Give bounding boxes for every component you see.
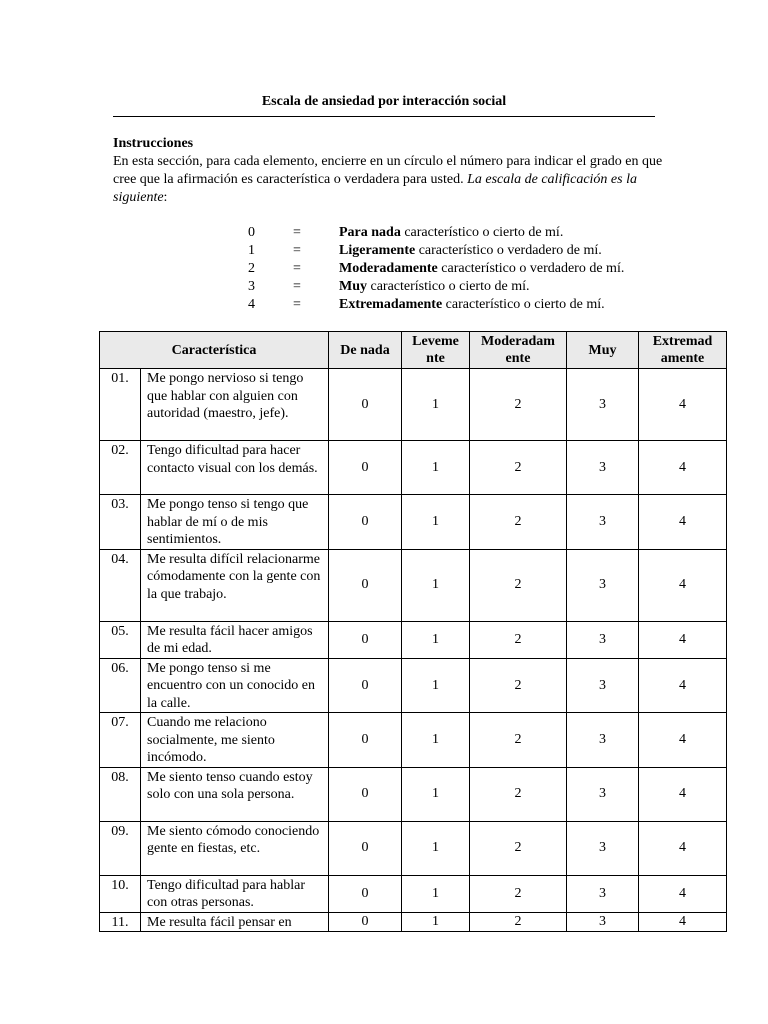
rating-option-3[interactable]: 3 (567, 621, 639, 658)
scale-equals: = (293, 279, 301, 294)
item-text: Me siento tenso cuando estoy solo con una sola persona. (141, 767, 329, 821)
rating-option-0[interactable]: 0 (329, 441, 402, 495)
scale-equals: = (293, 243, 301, 258)
rating-option-3[interactable]: 3 (567, 912, 639, 932)
item-text: Me resulta fácil hacer amigos de mi edad. (141, 621, 329, 658)
rating-option-2[interactable]: 2 (470, 621, 567, 658)
rating-option-1[interactable]: 1 (402, 821, 470, 875)
table-row (100, 713, 727, 768)
instructions-block (113, 135, 673, 207)
rating-option-3[interactable]: 3 (567, 713, 639, 768)
item-text: Me pongo tenso si me encuentro con un conocido en la calle. (141, 658, 329, 713)
rating-option-3[interactable]: 3 (567, 441, 639, 495)
header-levemente (402, 332, 470, 369)
item-number: 08. (100, 767, 141, 821)
item-number: 07. (100, 713, 141, 768)
rating-option-4[interactable]: 4 (639, 621, 727, 658)
rating-option-2[interactable]: 2 (470, 658, 567, 713)
rating-option-1[interactable]: 1 (402, 441, 470, 495)
header-levemente-line1: Leveme (412, 334, 459, 349)
rating-option-0[interactable]: 0 (329, 821, 402, 875)
rating-option-4[interactable]: 4 (639, 821, 727, 875)
scale-label-rest: característico o cierto de mí. (367, 279, 530, 294)
item-text: Me siento cómodo conociendo gente en fiestas, etc. (141, 821, 329, 875)
scale-number: 3 (248, 279, 255, 294)
table-row (100, 495, 727, 550)
scale-label: Ligeramente (339, 243, 416, 258)
table-row (100, 549, 727, 621)
header-extremadamente-line1: Extremad (652, 334, 713, 349)
scale-number: 1 (248, 243, 255, 258)
header-extremadamente (639, 332, 727, 369)
scale-label-rest: característico o verdadero de mí. (415, 243, 602, 258)
rating-option-4[interactable]: 4 (639, 767, 727, 821)
rating-option-4[interactable]: 4 (639, 369, 727, 441)
item-number: 10. (100, 875, 141, 912)
scale-label: Extremadamente (339, 297, 443, 312)
scale-label-rest: característico o cierto de mí. (400, 225, 564, 240)
rating-option-2[interactable]: 2 (470, 441, 567, 495)
header-extremadamente-line2: amente (660, 351, 705, 366)
rating-option-3[interactable]: 3 (567, 658, 639, 713)
table-row (100, 767, 727, 821)
title-divider (113, 116, 655, 117)
rating-option-3[interactable]: 3 (567, 495, 639, 550)
rating-option-0[interactable]: 0 (329, 658, 402, 713)
rating-option-3[interactable]: 3 (567, 821, 639, 875)
scale-number: 0 (248, 225, 255, 240)
item-text: Tengo dificultad para hacer contacto visual con los demás. (141, 441, 329, 495)
table-row (100, 621, 727, 658)
rating-option-1[interactable]: 1 (402, 767, 470, 821)
rating-option-4[interactable]: 4 (639, 549, 727, 621)
header-muy: Muy (567, 332, 639, 369)
rating-option-0[interactable]: 0 (329, 875, 402, 912)
item-number: 06. (100, 658, 141, 713)
rating-option-3[interactable]: 3 (567, 875, 639, 912)
rating-option-1[interactable]: 1 (402, 658, 470, 713)
rating-option-2[interactable]: 2 (470, 875, 567, 912)
header-characteristic: Característica (100, 332, 329, 369)
rating-option-2[interactable]: 2 (470, 821, 567, 875)
rating-option-3[interactable]: 3 (567, 767, 639, 821)
rating-option-4[interactable]: 4 (639, 441, 727, 495)
rating-option-4[interactable]: 4 (639, 912, 727, 932)
scale-label: Para nada (339, 225, 401, 240)
table-row (100, 441, 727, 495)
scale-description (339, 242, 602, 260)
rating-option-4[interactable]: 4 (639, 713, 727, 768)
rating-option-0[interactable]: 0 (329, 767, 402, 821)
rating-option-1[interactable]: 1 (402, 621, 470, 658)
rating-option-2[interactable]: 2 (470, 495, 567, 550)
table-header-row (100, 332, 727, 369)
rating-option-0[interactable]: 0 (329, 369, 402, 441)
rating-option-1[interactable]: 1 (402, 495, 470, 550)
rating-option-0[interactable]: 0 (329, 495, 402, 550)
rating-option-1[interactable]: 1 (402, 713, 470, 768)
scale-label-rest: característico o cierto de mí. (442, 297, 605, 312)
document-title: Escala de ansiedad por interacción social (261, 94, 507, 109)
rating-option-0[interactable]: 0 (329, 621, 402, 658)
rating-option-0[interactable]: 0 (329, 912, 402, 932)
rating-option-1[interactable]: 1 (402, 912, 470, 932)
instructions-end-punct: : (163, 190, 168, 205)
item-number: 02. (100, 441, 141, 495)
item-text: Me pongo nervioso si tengo que hablar con alguien con autoridad (maestro, jefe). (141, 369, 329, 441)
item-number: 03. (100, 495, 141, 550)
scale-description (339, 296, 605, 314)
table-row (100, 875, 727, 912)
scale-number: 2 (248, 261, 255, 276)
scale-label: Moderadamente (339, 261, 438, 276)
scale-label: Muy (339, 279, 367, 294)
rating-option-1[interactable]: 1 (402, 875, 470, 912)
item-text: Me resulta fácil pensar en (141, 912, 329, 932)
scale-number: 4 (248, 297, 255, 312)
instructions-text (113, 153, 673, 207)
item-number: 11. (100, 912, 141, 932)
scale-description (339, 224, 563, 242)
header-de-nada: De nada (329, 332, 402, 369)
item-text: Cuando me relaciono socialmente, me siento incómodo. (141, 713, 329, 768)
rating-option-0[interactable]: 0 (329, 549, 402, 621)
instructions-plain-text: En esta sección, para cada elemento, encierre en un círculo el número para indicar el grado en que cree que la afirmación es característica o verdadera para usted. (113, 154, 663, 187)
rating-option-0[interactable]: 0 (329, 713, 402, 768)
rating-option-2[interactable]: 2 (470, 912, 567, 932)
rating-option-4[interactable]: 4 (639, 658, 727, 713)
item-text: Tengo dificultad para hablar con otras personas. (141, 875, 329, 912)
item-number: 09. (100, 821, 141, 875)
rating-option-3[interactable]: 3 (567, 369, 639, 441)
header-moderadamente (470, 332, 567, 369)
rating-option-1[interactable]: 1 (402, 369, 470, 441)
rating-option-4[interactable]: 4 (639, 875, 727, 912)
item-text: Me resulta difícil relacionarme cómodamente con la gente con la que trabajo. (141, 549, 329, 621)
scale-equals: = (293, 225, 301, 240)
scale-equals: = (293, 297, 301, 312)
instructions-heading: Instrucciones (113, 136, 194, 151)
rating-option-3[interactable]: 3 (567, 549, 639, 621)
item-number: 04. (100, 549, 141, 621)
instructions-italic-text: La escala de calificación es la siguiente (113, 172, 637, 205)
rating-option-4[interactable]: 4 (639, 495, 727, 550)
questionnaire-table (99, 331, 727, 932)
item-number: 01. (100, 369, 141, 441)
rating-option-2[interactable]: 2 (470, 549, 567, 621)
rating-option-2[interactable]: 2 (470, 369, 567, 441)
scale-label-rest: característico o verdadero de mí. (437, 261, 625, 276)
item-number: 05. (100, 621, 141, 658)
scale-description (339, 260, 624, 278)
table-row (100, 658, 727, 713)
table-row (100, 821, 727, 875)
rating-option-2[interactable]: 2 (470, 767, 567, 821)
rating-option-2[interactable]: 2 (470, 713, 567, 768)
scale-equals: = (293, 261, 301, 276)
header-moderadamente-line1: Moderadam (481, 334, 555, 349)
header-levemente-line2: nte (426, 351, 445, 366)
rating-option-1[interactable]: 1 (402, 549, 470, 621)
header-moderadamente-line2: ente (505, 351, 531, 366)
item-text: Me pongo tenso si tengo que hablar de mí o de mis sentimientos. (141, 495, 329, 550)
scale-description (339, 278, 529, 296)
table-row (100, 369, 727, 441)
table-row (100, 912, 727, 932)
